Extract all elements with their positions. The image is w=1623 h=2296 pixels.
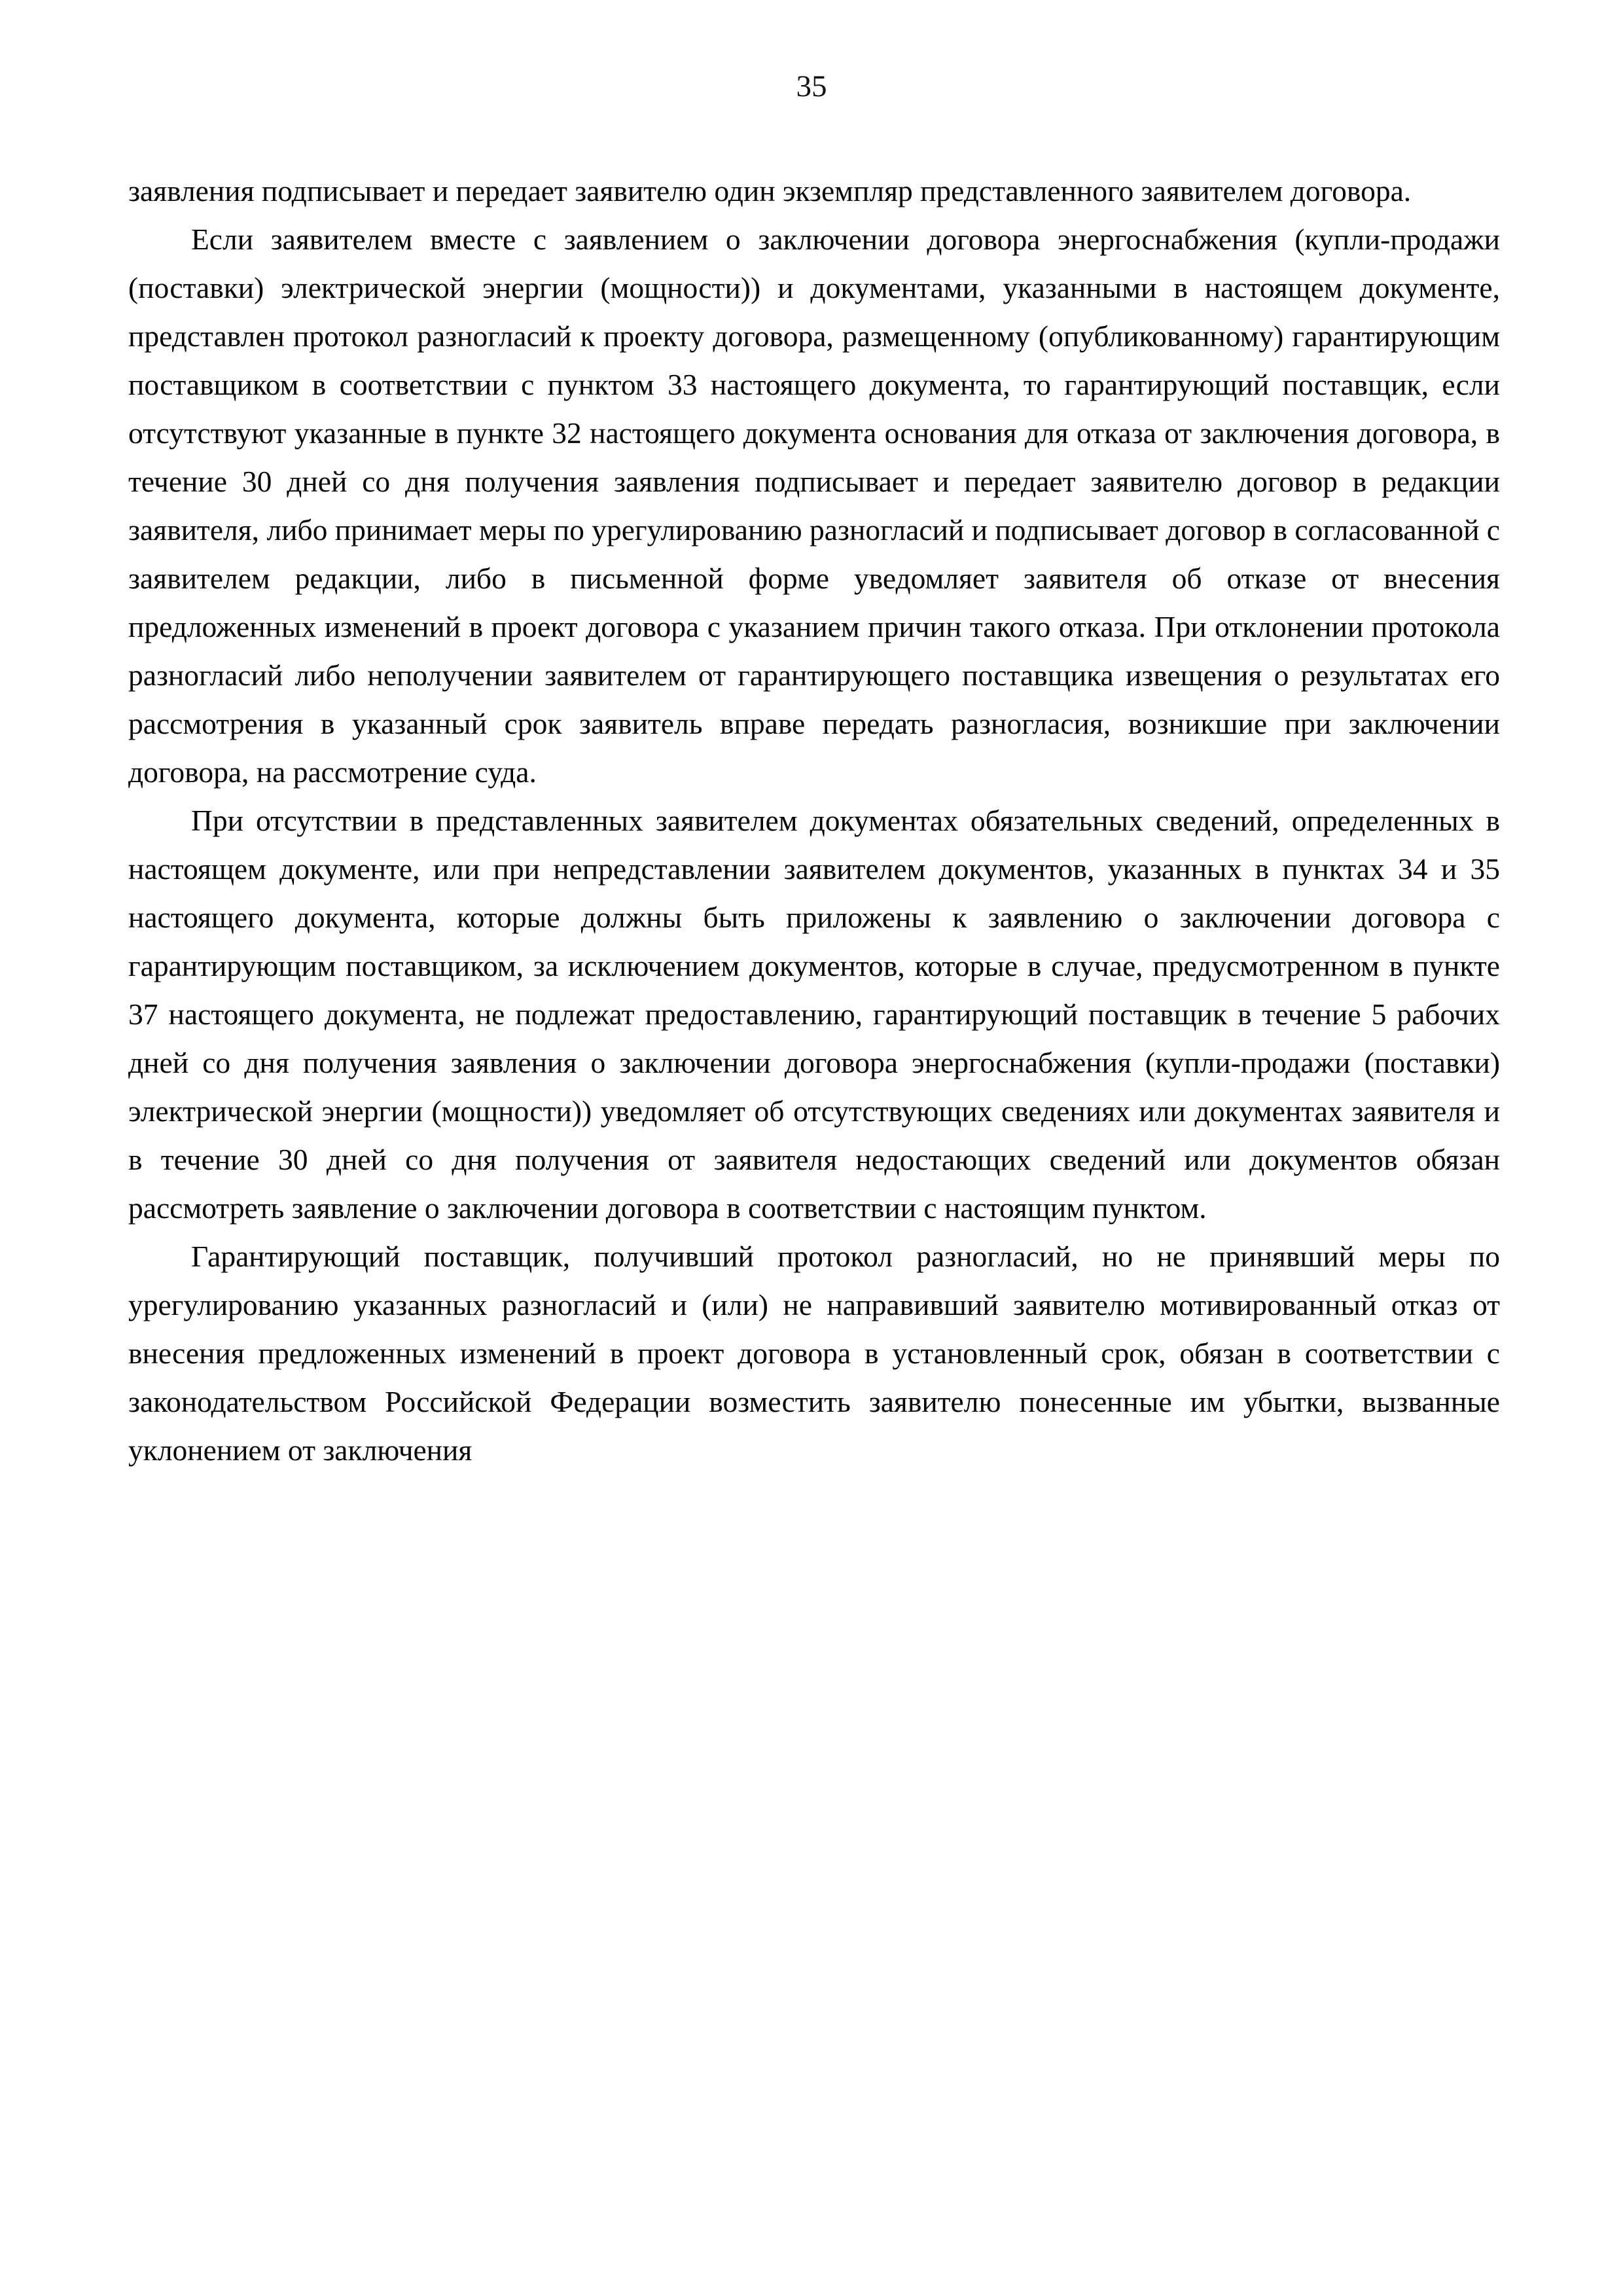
paragraph-missing-documents: При отсутствии в представленных заявителем документах обязательных сведений, определенных в настоящем документе, или при непредставлении заявителем документов, указанных в пунктах 34 и 35 настоящего документа, которые должны быть приложены к заявлению о заключении договора с гарантирующим поставщиком, за исключением документов, которые в случае, предусмотренном в пункте 37 настоящего документа, не подлежат предоставлению, гарантирующий поставщик в течение 5 рабочих дней со дня получения заявления о заключении договора энергоснабжения (купли-продажи (поставки) электрической энергии (мощности)) уведомляет об отсутствующих сведениях или документах заявителя и в течение 30 дней со дня получения от заявителя недостающих сведений или документов обязан рассмотреть заявление о заключении договора в соответствии с настоящим пунктом. — [128, 804, 1500, 1225]
paragraph-continuation: заявления подписывает и передает заявителю один экземпляр представленного заявителем договора. — [128, 174, 1412, 207]
document-body — [128, 167, 1500, 1475]
paragraph-liability: Гарантирующий поставщик, получивший протокол разногласий, но не принявший меры по урегулированию указанных разногласий и (или) не направивший заявителю мотивированный отказ от внесения предложенных изменений в проект договора в установленный срок, обязан в соответствии с законодательством Российской Федерации возместить заявителю понесенные им убытки, вызванные уклонением от заключения — [128, 1240, 1500, 1467]
paragraph-protocol-disagreements: Если заявителем вместе с заявлением о заключении договора энергоснабжения (купли-продажи (поставки) электрической энергии (мощности)) и документами, указанными в настоящем документе, представлен протокол разногласий к проекту договора, размещенному (опубликованному) гарантирующим поставщиком в соответствии с пунктом 33 настоящего документа, то гарантирующий поставщик, если отсутствуют указанные в пункте 32 настоящего документа основания для отказа от заключения договора, в течение 30 дней со дня получения заявления подписывает и передает заявителю договор в редакции заявителя, либо принимает меры по урегулированию разногласий и подписывает договор в согласованной с заявителем редакции, либо в письменной форме уведомляет заявителя об отказе от внесения предложенных изменений в проект договора с указанием причин такого отказа. При отклонении протокола разногласий либо неполучении заявителем от гарантирующего поставщика извещения о результатах его рассмотрения в указанный срок заявитель вправе передать разногласия, возникшие при заключении договора, на рассмотрение суда. — [128, 223, 1500, 789]
page-number: 35 — [796, 69, 827, 103]
